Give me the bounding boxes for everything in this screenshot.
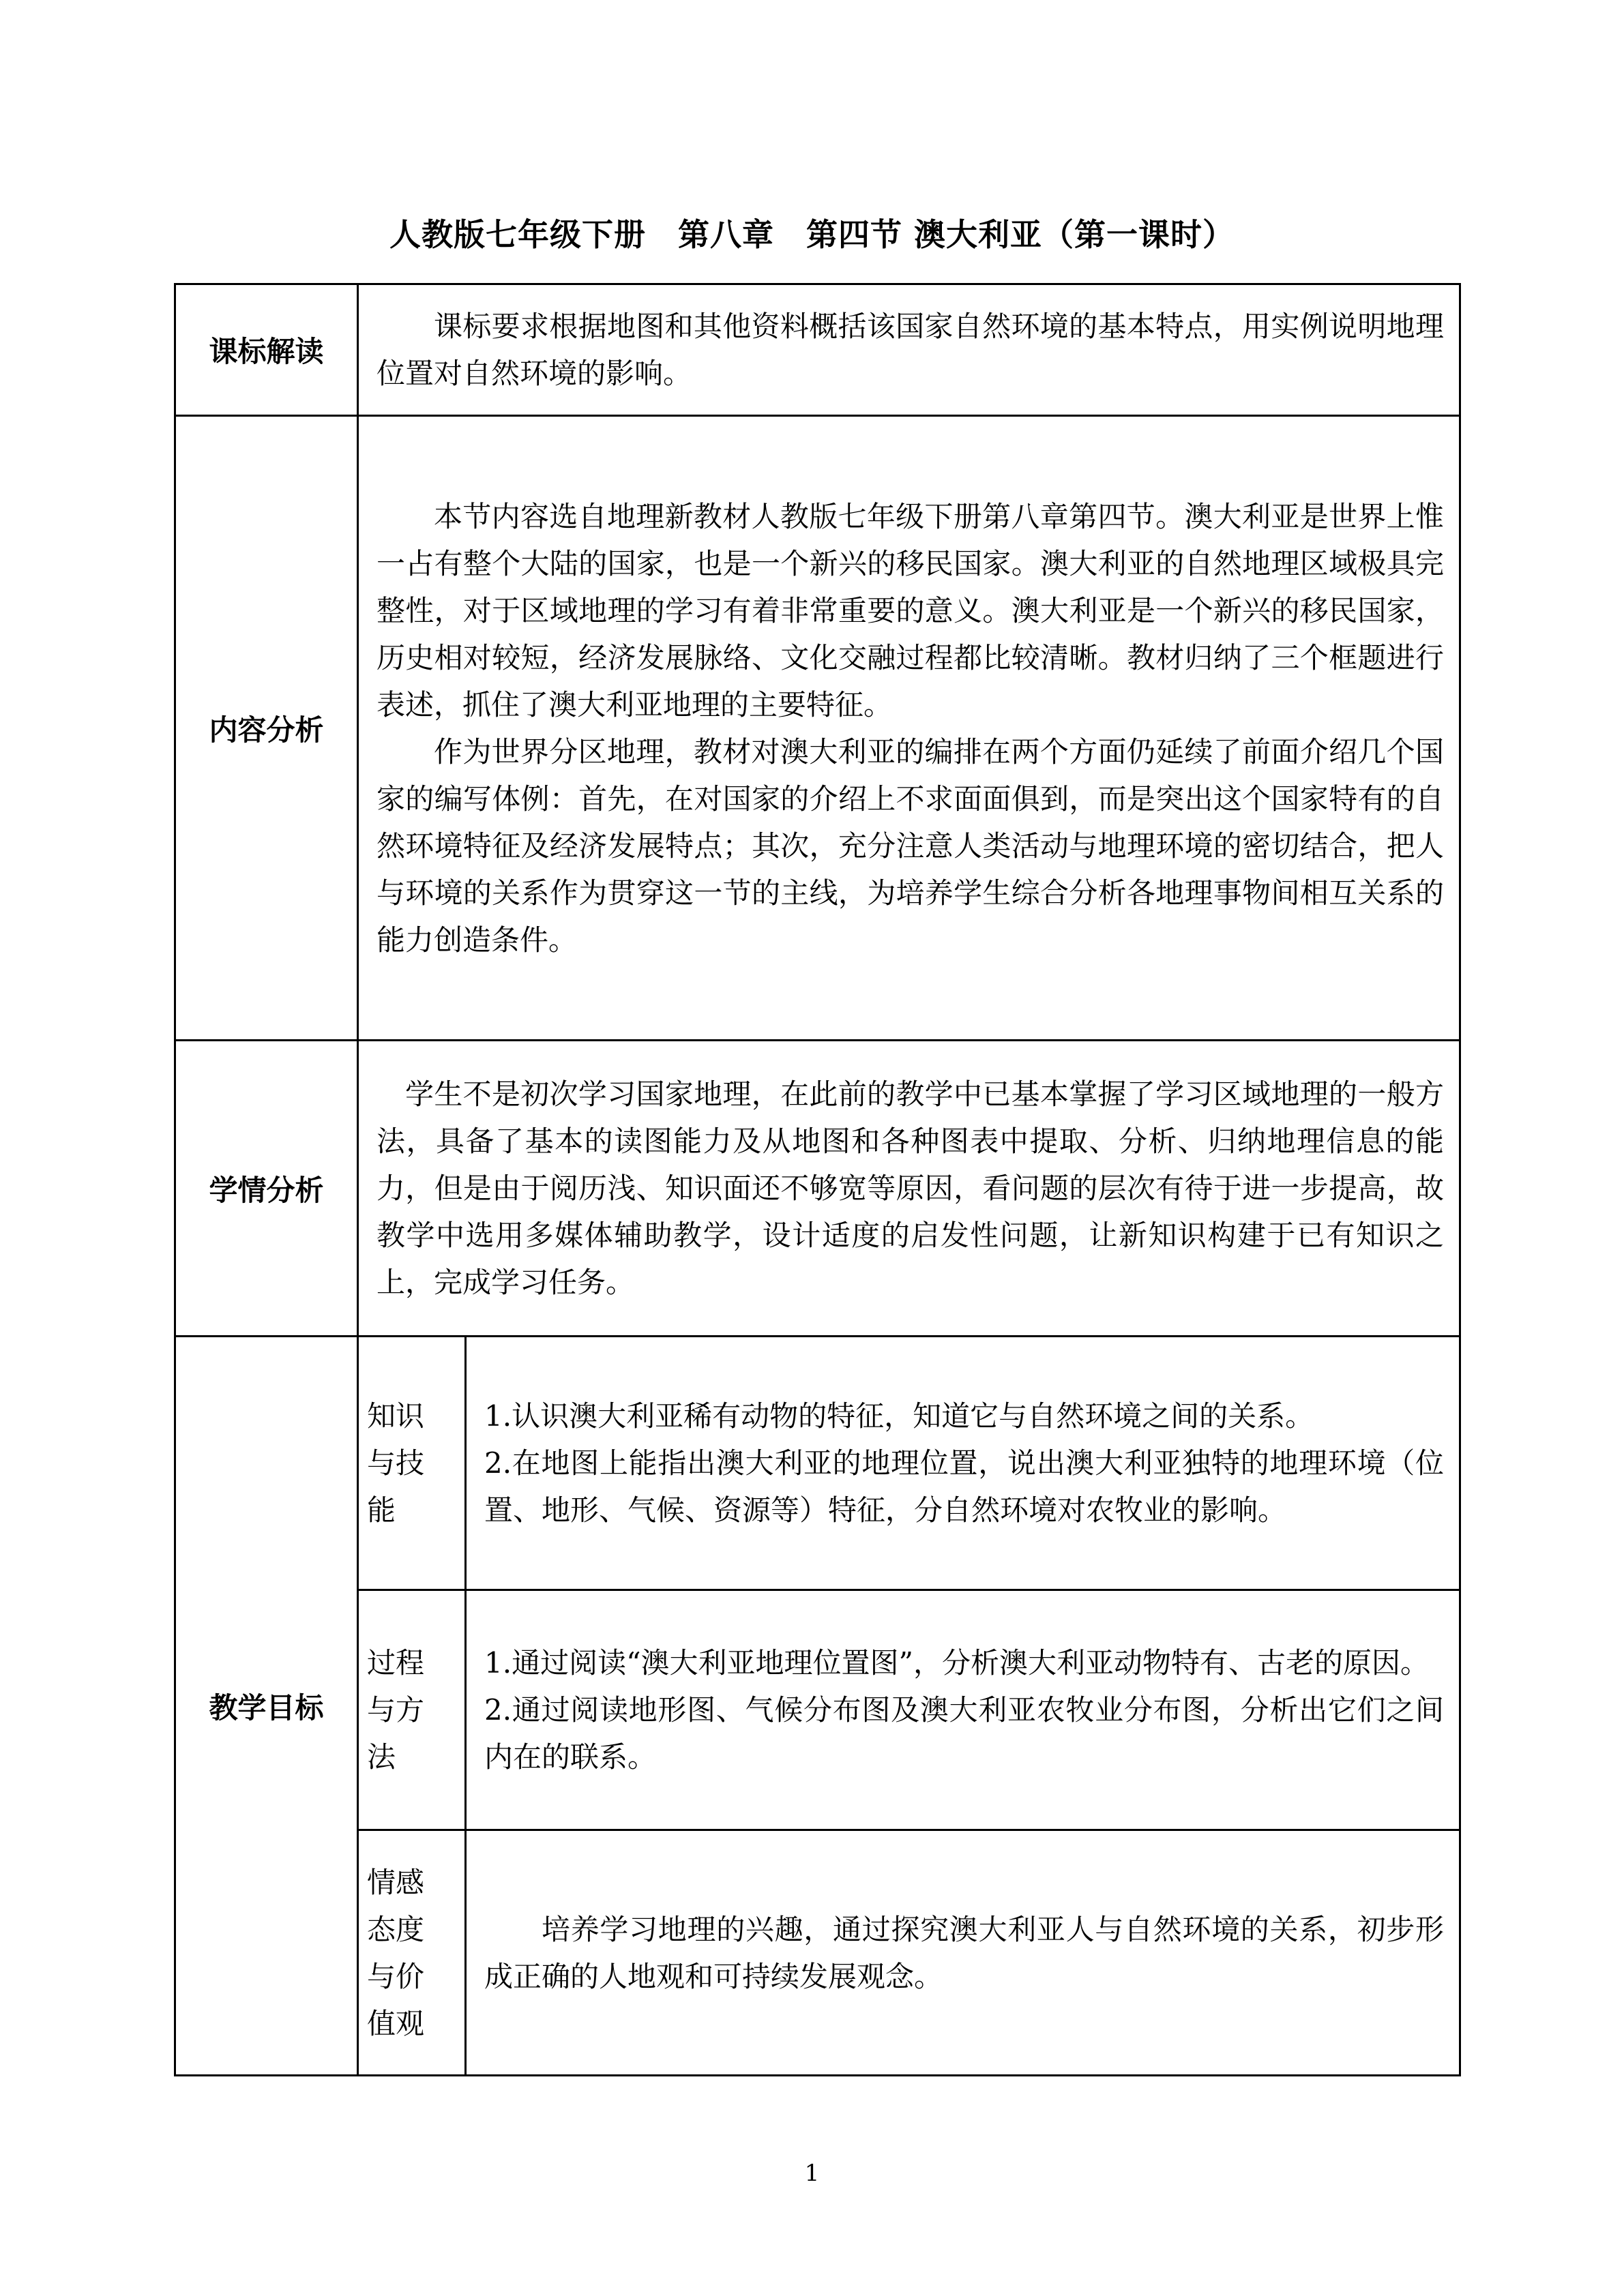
page-number: 1 <box>804 2160 820 2187</box>
text-knowledge-skills <box>466 1337 1460 1590</box>
label-curriculum-standard: 课标解读 <box>175 284 358 416</box>
content-paragraph-2: 作为世界分区地理，教材对澳大利亚的编排在两个方面仍延续了前面介绍几个国家的编写体例：首先，在对国家的介绍上不求面面俱到，而是突出这个国家特有的自然环境特征及经济发展特点；其次，充分注意人类活动与地理环境的密切结合，把人与环境的关系作为贯穿这一节的主线，为培养学生综合分析各地理事物间相互关系的能力创造条件。 <box>377 734 1445 957</box>
knowledge-item-1: 1.认识澳大利亚稀有动物的特征，知道它与自然环境之间的关系。 <box>484 1399 1314 1433</box>
row-content-analysis <box>175 416 1460 1041</box>
label-teaching-goals: 教学目标 <box>175 1337 358 2076</box>
text-student-analysis <box>358 1041 1460 1337</box>
text-process-methods <box>466 1590 1460 1830</box>
knowledge-skills-text: 知识与技能 <box>367 1399 425 1527</box>
text-curriculum-standard <box>358 284 1460 416</box>
row-goal-emotion <box>175 1830 1460 2076</box>
emotion-values-text: 情感态度与价值观 <box>367 1865 425 2040</box>
label-knowledge-skills <box>358 1337 466 1590</box>
document-title: 人教版七年级下册 第八章 第四节 澳大利亚（第一课时） <box>389 216 1235 253</box>
process-item-2: 2.通过阅读地形图、气候分布图及澳大利亚农牧业分布图，分析出它们之间内在的联系。 <box>484 1693 1445 1774</box>
text-content-analysis <box>358 416 1460 1041</box>
row-curriculum-standard <box>175 284 1460 416</box>
label-process-methods <box>358 1590 466 1830</box>
process-item-1: 1.通过阅读“澳大利亚地理位置图”，分析澳大利亚动物特有、古老的原因。 <box>484 1646 1430 1680</box>
lesson-plan-table <box>174 283 1461 2076</box>
process-methods-text: 过程与方法 <box>367 1646 425 1774</box>
label-emotion-values <box>358 1830 466 2076</box>
text-emotion-values <box>466 1830 1460 2076</box>
row-student-analysis <box>175 1041 1460 1337</box>
label-student-analysis: 学情分析 <box>175 1041 358 1337</box>
row-goal-knowledge <box>175 1337 1460 1590</box>
row-goal-process <box>175 1590 1460 1830</box>
knowledge-item-2: 2.在地图上能指出澳大利亚的地理位置，说出澳大利亚独特的地理环境（位置、地形、气候、资源等）特征，分自然环境对农牧业的影响。 <box>484 1446 1445 1527</box>
label-content-analysis: 内容分析 <box>175 416 358 1041</box>
emotion-paragraph: 培养学习地理的兴趣，通过探究澳大利亚人与自然环境的关系，初步形成正确的人地观和可持续发展观念。 <box>484 1912 1445 1993</box>
standard-paragraph: 课标要求根据地图和其他资料概括该国家自然环境的基本特点，用实例说明地理位置对自然环境的影响。 <box>377 310 1445 390</box>
content-paragraph-1: 本节内容选自地理新教材人教版七年级下册第八章第四节。澳大利亚是世界上惟一占有整个大陆的国家，也是一个新兴的移民国家。澳大利亚的自然地理区域极具完整性，对于区域地理的学习有着非常重要的意义。澳大利亚是一个新兴的移民国家，历史相对较短，经济发展脉络、文化交融过程都比较清晰。教材归纳了三个框题进行表述，抓住了澳大利亚地理的主要特征。 <box>377 499 1445 721</box>
students-paragraph: 学生不是初次学习国家地理，在此前的教学中已基本掌握了学习区域地理的一般方法，具备了基本的读图能力及从地图和各种图表中提取、分析、归纳地理信息的能力，但是由于阅历浅、知识面还不够宽等原因，看问题的层次有待于进一步提高，故教学中选用多媒体辅助教学，设计适度的启发性问题，让新知识构建于已有知识之上，完成学习任务。 <box>377 1077 1445 1299</box>
